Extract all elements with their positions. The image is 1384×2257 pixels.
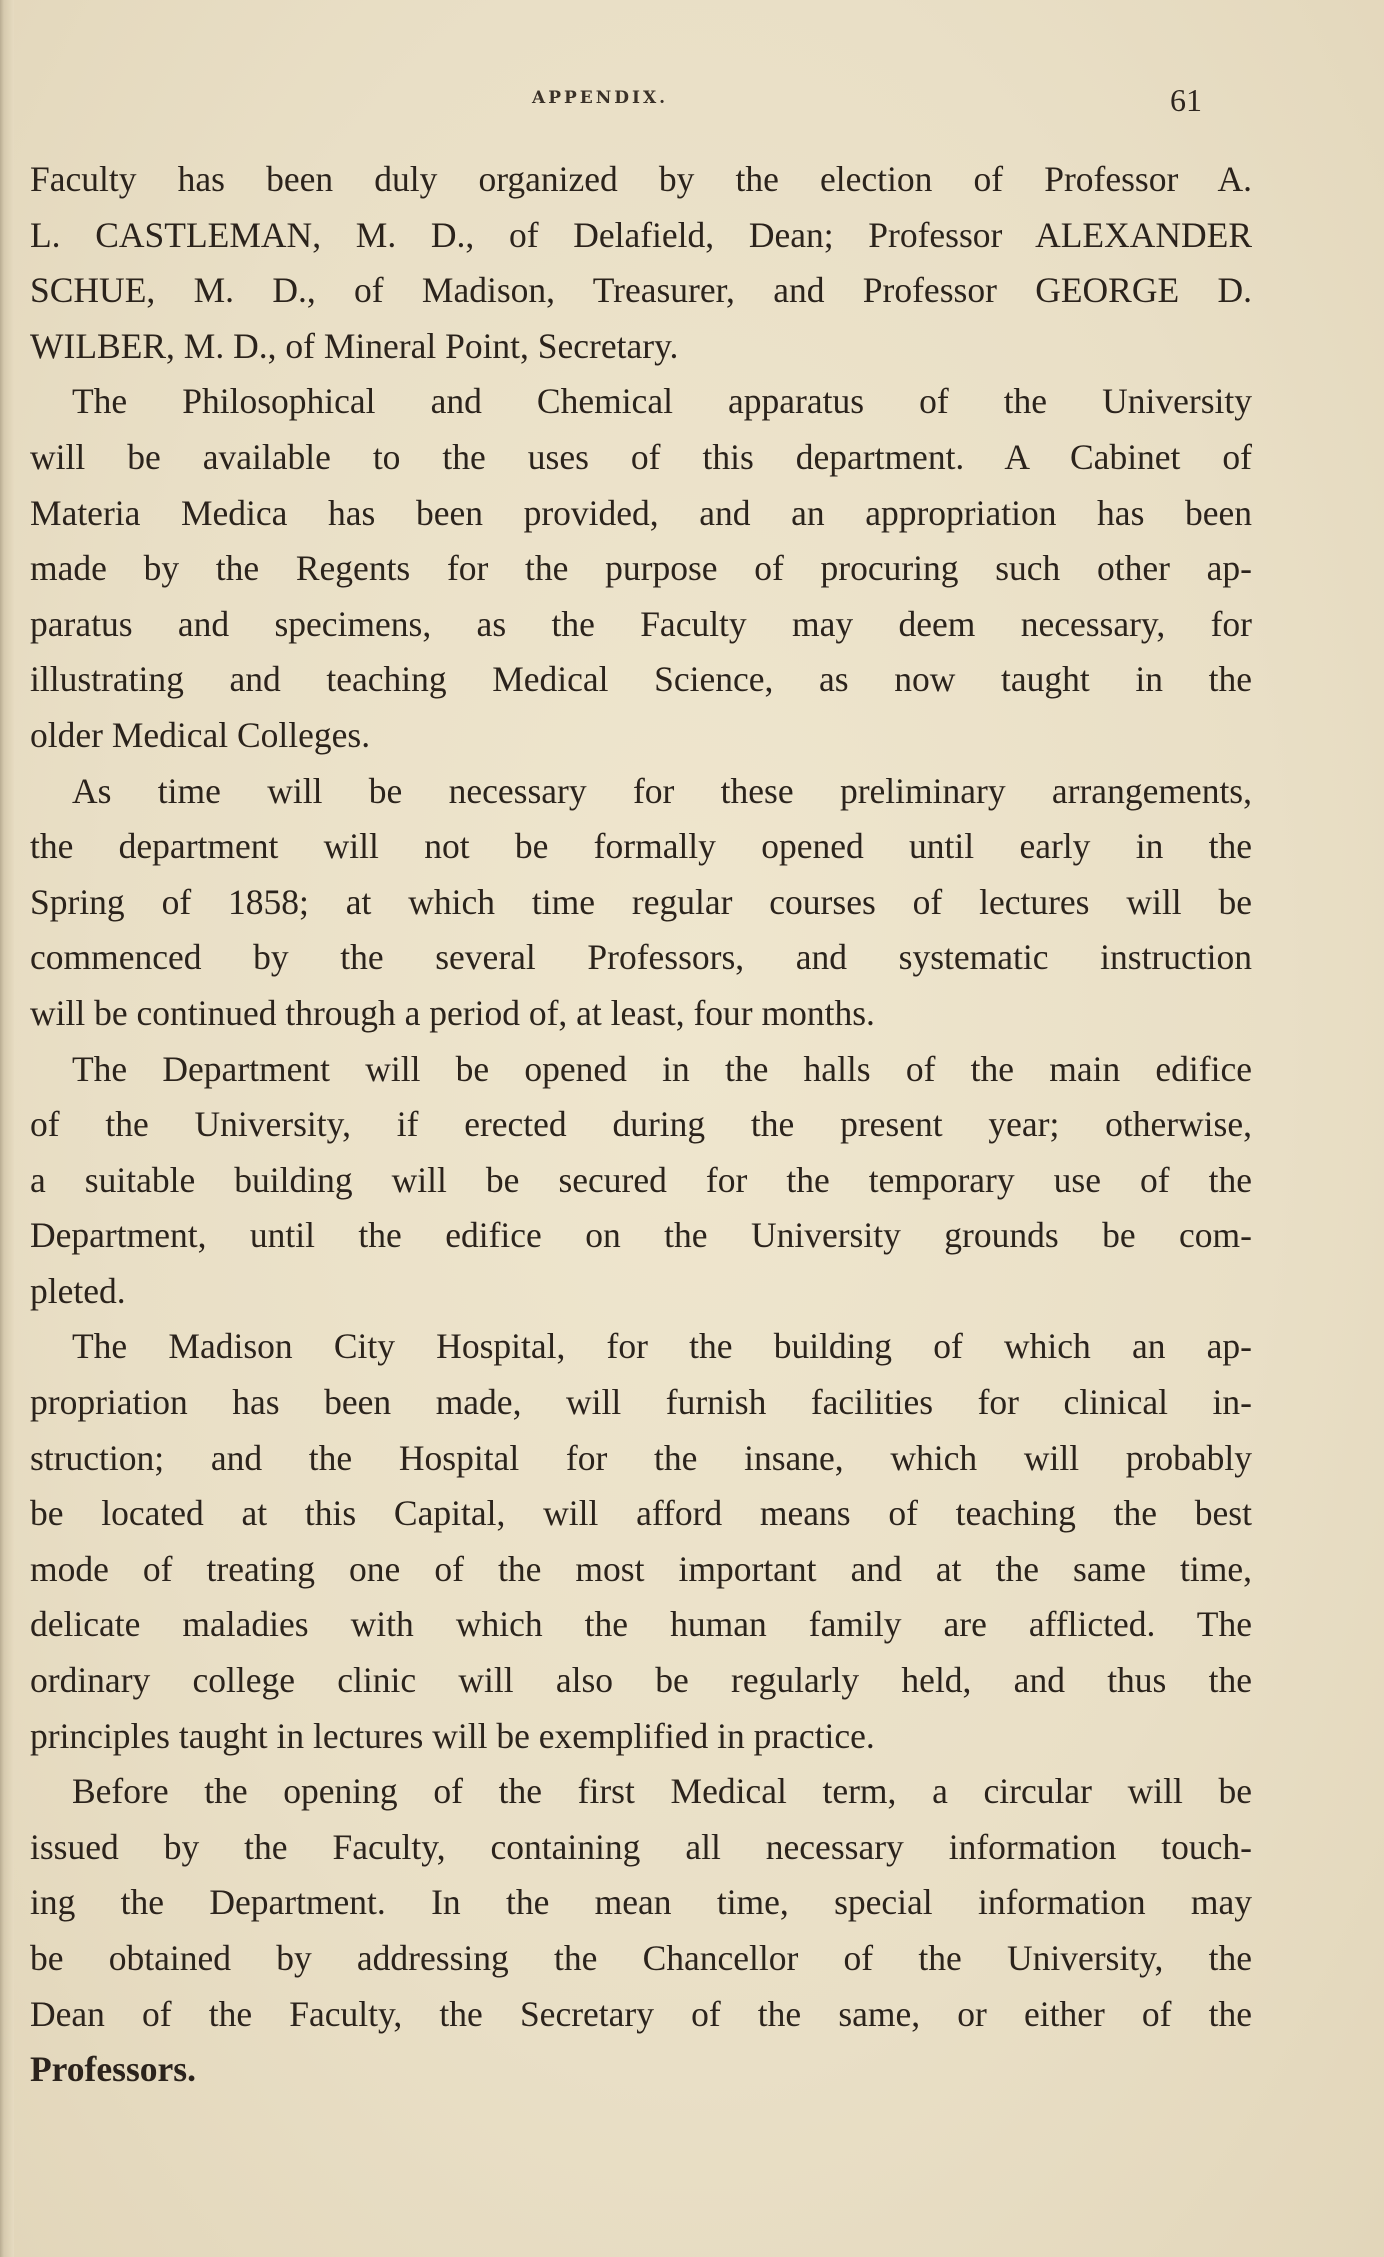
- text-line: ing the Department. In the mean time, special information may: [30, 1882, 1252, 1923]
- text-line: be obtained by addressing the Chancellor of the University, the: [30, 1938, 1252, 1978]
- text-line: The Philosophical and Chemical apparatus of the University: [72, 381, 1252, 422]
- text-line: Faculty has been duly organized by the election of Professor A.: [30, 159, 1252, 199]
- text-line: mode of treating one of the most important and at the same time,: [30, 1548, 1252, 1589]
- text-line: principles taught in lectures will be exemplified in practice.: [30, 1715, 875, 1756]
- text-line: propriation has been made, will furnish facilities for clinical in-: [30, 1382, 1252, 1423]
- text-line: a suitable building will be secured for the temporary use of the: [30, 1159, 1252, 1200]
- text-line: delicate maladies with which the human family are afflicted. The: [30, 1604, 1252, 1645]
- running-head: [0, 82, 1384, 122]
- text-line: commenced by the several Professors, and systematic instruction: [30, 937, 1252, 978]
- text-line: L. CASTLEMAN, M. D., of Delafield, Dean; Professor ALEXANDER: [30, 214, 1252, 255]
- text-line: The Madison City Hospital, for the building of which an ap-: [72, 1326, 1252, 1367]
- text-line: SCHUE, M. D., of Madison, Treasurer, and Professor GEORGE D.: [30, 270, 1252, 311]
- text-line: Professors.: [30, 2049, 196, 2090]
- text-line: struction; and the Hospital for the insane, which will probably: [30, 1437, 1252, 1478]
- text-line: made by the Regents for the purpose of procuring such other ap-: [30, 548, 1252, 589]
- text-line: will be available to the uses of this department. A Cabinet of: [30, 436, 1252, 477]
- text-line: Spring of 1858; at which time regular courses of lectures will be: [30, 881, 1252, 922]
- page-number: 61: [1170, 82, 1202, 118]
- text-line: will be continued through a period of, at least, four months.: [30, 992, 875, 1033]
- text-line: Materia Medica has been provided, and an appropriation has been: [30, 492, 1252, 533]
- text-line: Dean of the Faculty, the Secretary of the same, or either of the: [30, 1993, 1252, 2034]
- text-line: WILBER, M. D., of Mineral Point, Secretary.: [30, 325, 679, 366]
- text-line: issued by the Faculty, containing all necessary information touch-: [30, 1826, 1252, 1867]
- text-line: older Medical Colleges.: [30, 714, 371, 755]
- text-line: The Department will be opened in the halls of the main edifice: [72, 1048, 1252, 1089]
- text-line: illustrating and teaching Medical Science, as now taught in the: [30, 659, 1252, 700]
- text-line: pleted.: [30, 1270, 126, 1311]
- text-line: of the University, if erected during the present year; otherwise,: [30, 1104, 1252, 1145]
- running-title: APPENDIX.: [532, 88, 669, 108]
- page-gutter-edge: [0, 0, 14, 2257]
- text-line: As time will be necessary for these preliminary arrangements,: [72, 770, 1252, 811]
- text-line: ordinary college clinic will also be regularly held, and thus the: [30, 1660, 1252, 1701]
- text-line: Before the opening of the first Medical term, a circular will be: [72, 1771, 1252, 1812]
- page-body: [30, 152, 1252, 2098]
- text-line: be located at this Capital, will afford means of teaching the best: [30, 1493, 1252, 1534]
- text-line: paratus and specimens, as the Faculty may deem necessary, for: [30, 603, 1252, 644]
- text-line: Department, until the edifice on the University grounds be com-: [30, 1215, 1252, 1256]
- text-line: the department will not be formally opened until early in the: [30, 826, 1252, 867]
